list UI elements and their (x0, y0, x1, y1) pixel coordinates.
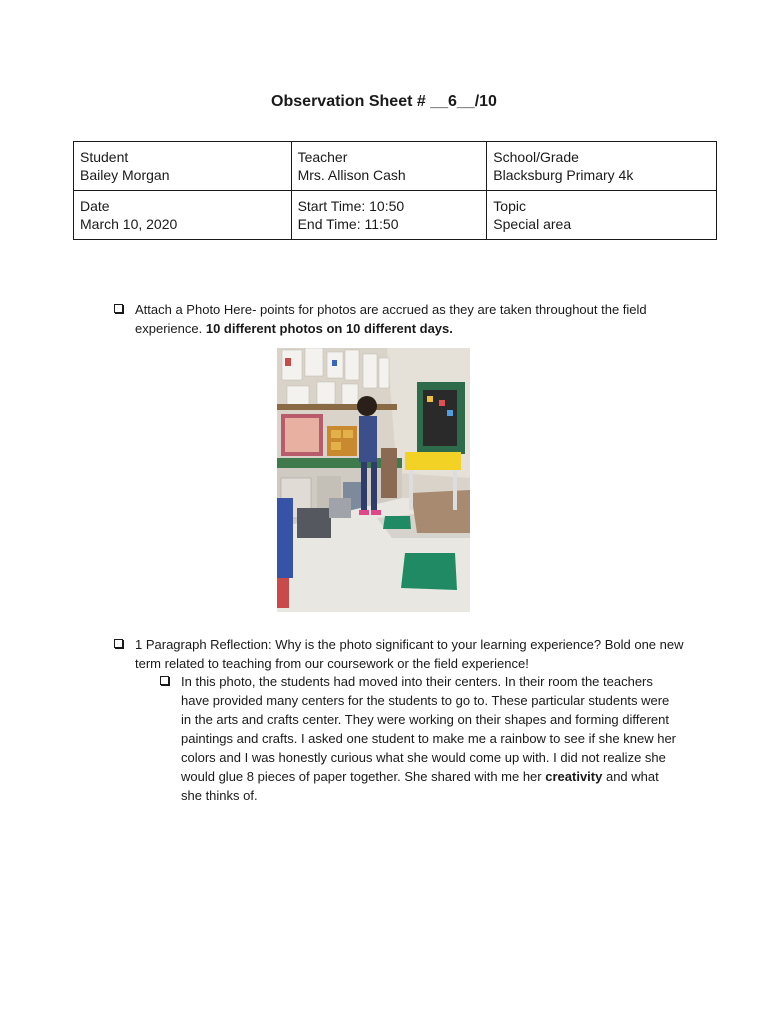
table-row (74, 142, 717, 191)
reflection-text-end: and what she thinks of. (181, 769, 659, 803)
table-row (74, 191, 717, 240)
reflection-text: In this photo, the students had moved into their centers. In their room the teachers have provided many centers for the students to go to. These particular students were in the arts and crafts center. They were working on their shapes and forming different paintings and crafts. I asked one student to make me a rainbow to see if she knew her colors and I was honestly curious what she would come up with. I did not realize she would glue 8 pieces of paper together. She shared with me her (181, 674, 677, 784)
observation-info-table (73, 141, 717, 240)
checkbox-icon (114, 304, 123, 313)
classroom-photo-drawing (277, 348, 470, 612)
school-label: School/Grade (493, 149, 579, 165)
bold-term: creativity (545, 769, 603, 784)
checkbox-icon (114, 639, 123, 648)
photo-instruction-text: Attach a Photo Here- points for photos are accrued as they are taken throughout the field experience. (135, 302, 647, 336)
start-time: Start Time: 10:50 (297, 198, 405, 214)
date-label: Date (80, 198, 110, 214)
photo-instruction-bold: 10 different photos on 10 different days. (205, 321, 453, 336)
reflection-instruction: 1 Paragraph Reflection: Why is the photo significant to your learning experience? Bold one new term related to teaching from our coursework or the field experience! (135, 637, 684, 671)
student-label: Student (80, 149, 129, 165)
teacher-value: Mrs. Allison Cash (297, 167, 406, 183)
photo-instruction (135, 300, 695, 338)
topic-value: Special area (493, 216, 572, 232)
school-cell (487, 142, 717, 191)
topic-cell (487, 191, 717, 240)
student-cell (74, 142, 292, 191)
checkbox-icon (160, 676, 169, 685)
classroom-photo (277, 348, 470, 612)
teacher-cell (291, 142, 487, 191)
school-value: Blacksburg Primary 4k (493, 167, 634, 183)
reflection-paragraph (181, 672, 681, 805)
page-title: Observation Sheet # __6__/10 (271, 93, 497, 110)
date-value: March 10, 2020 (80, 216, 178, 232)
teacher-label: Teacher (297, 149, 348, 165)
topic-label: Topic (493, 198, 526, 214)
student-value: Bailey Morgan (80, 167, 170, 183)
date-cell (74, 191, 292, 240)
end-time: End Time: 11:50 (297, 216, 399, 232)
time-cell (291, 191, 487, 240)
